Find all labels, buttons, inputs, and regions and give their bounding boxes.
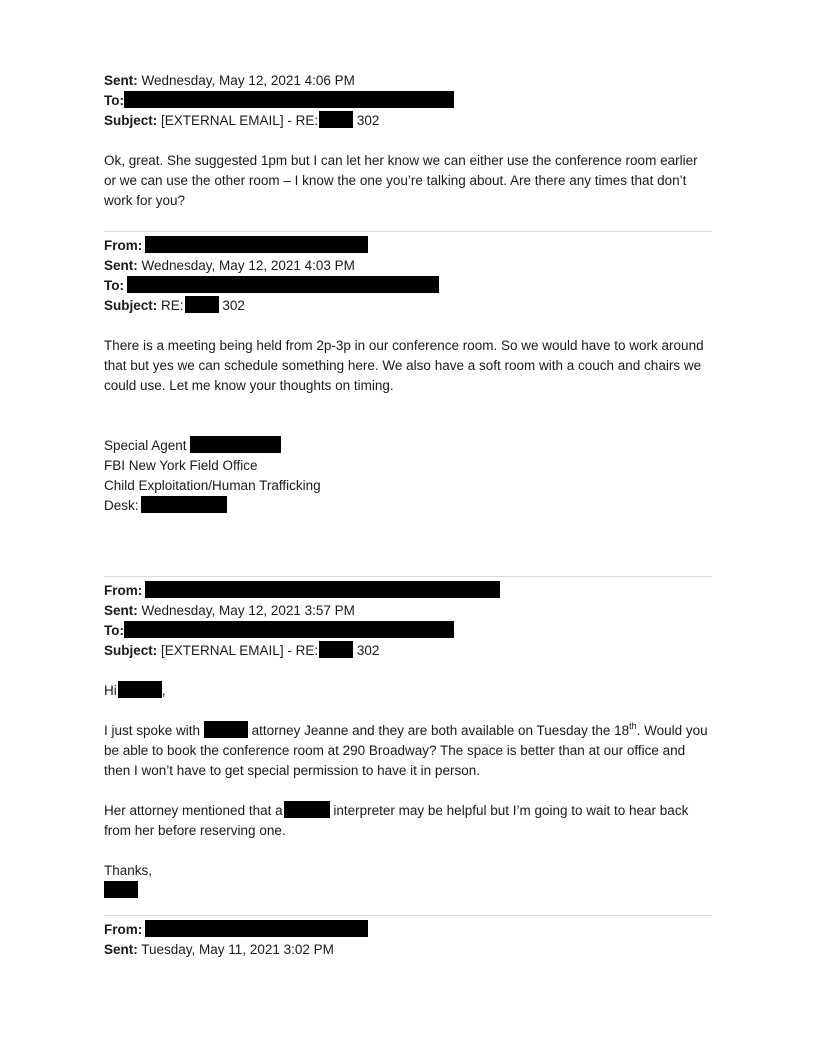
subject-label: Subject: — [104, 643, 158, 658]
sent-line — [104, 601, 712, 621]
email-header-4 — [104, 920, 712, 960]
redaction-block — [124, 621, 454, 638]
sent-label: Sent: — [104, 258, 138, 273]
p2-text-b: interpreter may be helpful but I’m going to wait to hear back from her before reserving one. — [104, 803, 689, 838]
subject-label: Subject: — [104, 113, 158, 128]
redaction-block — [124, 91, 454, 108]
subject-prefix: [EXTERNAL EMAIL] - RE: — [161, 113, 319, 128]
signature-desk-label: Desk: — [104, 498, 139, 513]
subject-prefix: RE: — [161, 298, 184, 313]
from-label: From: — [104, 583, 143, 598]
signature-title: Special Agent — [104, 438, 187, 453]
subject-prefix: [EXTERNAL EMAIL] - RE: — [161, 643, 319, 658]
sent-line — [104, 71, 712, 91]
signature-redacted-line — [104, 881, 712, 901]
sent-label: Sent: — [104, 942, 138, 957]
p1-text-b: attorney Jeanne and they are both available on Tuesday the 18 — [251, 723, 630, 738]
greeting-comma: , — [161, 683, 166, 698]
email-thread — [104, 71, 712, 960]
p2-text-a: Her attorney mentioned that a — [104, 803, 283, 818]
to-line — [104, 276, 712, 296]
to-line — [104, 91, 712, 111]
subject-line — [104, 111, 712, 131]
redaction-block — [127, 276, 439, 293]
redaction-block — [118, 681, 162, 698]
from-line — [104, 581, 712, 601]
redaction-block — [319, 111, 353, 128]
redaction-block — [319, 641, 353, 658]
sent-line — [104, 940, 712, 960]
signature-title-line — [104, 436, 712, 456]
redaction-block — [145, 920, 368, 937]
p1-text-a: I just spoke with — [104, 723, 201, 738]
signature-unit: Child Exploitation/Human Trafficking — [104, 478, 321, 493]
to-label: To: — [104, 623, 124, 638]
email-body-3-paragraph-2 — [104, 801, 712, 841]
sent-value: Wednesday, May 12, 2021 3:57 PM — [141, 603, 355, 618]
redaction-block — [104, 881, 138, 898]
from-line — [104, 236, 712, 256]
subject-suffix: 302 — [356, 113, 380, 128]
email-body-3-paragraph-1 — [104, 721, 712, 781]
sent-value: Tuesday, May 11, 2021 3:02 PM — [141, 942, 334, 957]
redaction-block — [204, 721, 248, 738]
email-header-3 — [104, 581, 712, 661]
subject-line — [104, 296, 712, 316]
subject-suffix: 302 — [222, 298, 245, 313]
subject-line — [104, 641, 712, 661]
email-header-2 — [104, 236, 712, 316]
signature-office: FBI New York Field Office — [104, 458, 258, 473]
closing-thanks: Thanks, — [104, 863, 153, 878]
email-body-1: Ok, great. She suggested 1pm but I can let her know we can either use the conference room earlier or we can use the other room – I know the one you’re talking about. Are there any times that don’t work for you? — [104, 153, 698, 208]
greeting — [104, 681, 712, 701]
from-line — [104, 920, 712, 940]
redaction-block — [284, 801, 330, 818]
sent-value: Wednesday, May 12, 2021 4:03 PM — [141, 258, 355, 273]
to-line — [104, 621, 712, 641]
sent-label: Sent: — [104, 73, 138, 88]
signature-block — [104, 436, 712, 516]
redaction-block — [185, 296, 219, 313]
greeting-hi: Hi — [104, 683, 117, 698]
p1-superscript: th — [629, 721, 637, 731]
to-label: To: — [104, 278, 124, 293]
redaction-block — [190, 436, 281, 453]
p1-text-c: . Would you be able to book the conference room at 290 Broadway? The space is better than at our office and then I won’t have to get special permission to have it in person. — [104, 723, 708, 778]
redaction-block — [141, 496, 227, 513]
signature-desk-line — [104, 496, 712, 516]
subject-label: Subject: — [104, 298, 158, 313]
redaction-block — [145, 581, 500, 598]
sent-value: Wednesday, May 12, 2021 4:06 PM — [141, 73, 355, 88]
subject-suffix: 302 — [356, 643, 380, 658]
from-label: From: — [104, 922, 143, 937]
sent-line — [104, 256, 712, 276]
to-label: To: — [104, 93, 124, 108]
from-label: From: — [104, 238, 143, 253]
email-body-2: There is a meeting being held from 2p-3p in our conference room. So we would have to work around that but yes we can schedule something here. We also have a soft room with a couch and chairs we could use. Let me know your thoughts on timing. — [104, 338, 704, 393]
email-header-1 — [104, 71, 712, 131]
sent-label: Sent: — [104, 603, 138, 618]
redaction-block — [145, 236, 368, 253]
